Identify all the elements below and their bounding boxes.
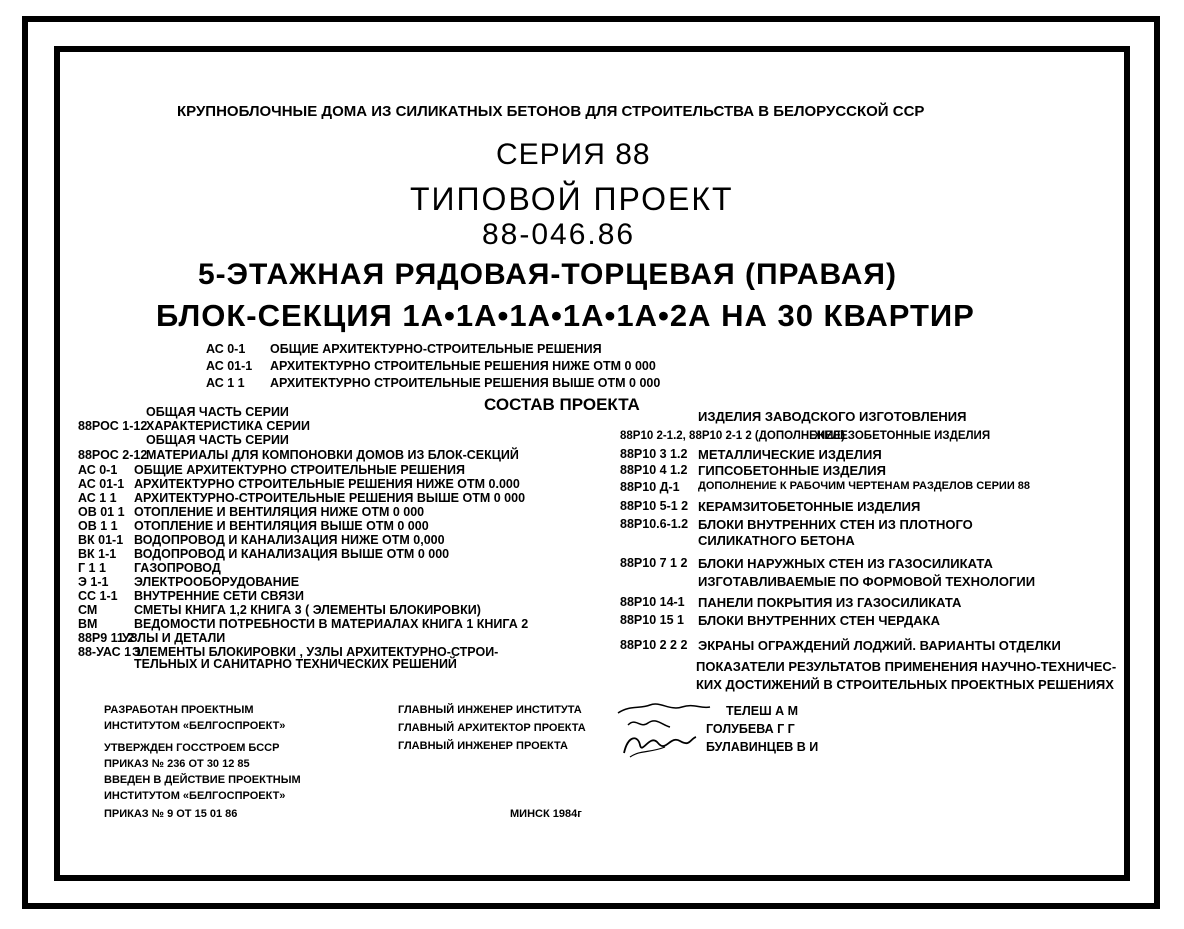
- composition-title: ЭЛЕМЕНТЫ БЛОКИРОВКИ , УЗЛЫ АРХИТЕКТУРНО-СТРОИ-: [132, 645, 499, 659]
- product-code: 88Р10 14-1: [620, 595, 685, 609]
- product-code: 88Р10 7 1 2: [620, 556, 688, 570]
- composition-code: АС 0-1: [78, 463, 118, 477]
- product-title: ЭКРАНЫ ОГРАЖДЕНИЙ ЛОДЖИЙ. ВАРИАНТЫ ОТДЕЛКИ: [698, 638, 1061, 653]
- approval-order: ПРИКАЗ № 236 ОТ 30 12 85: [104, 758, 250, 770]
- product-title: БЛОКИ ВНУТРЕННИХ СТЕН ЧЕРДАКА: [698, 613, 940, 628]
- composition-title: ЭЛЕКТРООБОРУДОВАНИЕ: [134, 575, 300, 589]
- product-code: 88Р10.6-1.2: [620, 517, 689, 531]
- signatures: [610, 695, 720, 765]
- name-telesh: ТЕЛЕШ А М: [726, 704, 799, 718]
- composition-code: Г 1 1: [78, 561, 106, 575]
- product-code: 88Р10 Д-1: [620, 480, 680, 494]
- name-bulavintsev: БУЛАВИНЦЕВ В И: [706, 740, 819, 754]
- composition-code: ОВ 01 1: [78, 505, 125, 519]
- series-title: СЕРИЯ 88: [496, 138, 651, 171]
- volume-code: АС 01-1: [206, 359, 253, 373]
- introduced-by-2: ИНСТИТУТОМ «БЕЛГОСПРОЕКТ»: [104, 790, 286, 802]
- role-chief-engineer-project: ГЛАВНЫЙ ИНЖЕНЕР ПРОЕКТА: [398, 740, 568, 752]
- building-title: 5-ЭТАЖНАЯ РЯДОВАЯ-ТОРЦЕВАЯ (ПРАВАЯ): [198, 258, 897, 291]
- composition-code: 88РОС 2-12: [78, 448, 148, 462]
- product-title: ДОПОЛНЕНИЕ К РАБОЧИМ ЧЕРТЕНАМ РАЗДЕЛОВ СЕРИИ 88: [698, 480, 1031, 492]
- product-title: КЕРАМЗИТОБЕТОННЫЕ ИЗДЕЛИЯ: [698, 499, 921, 514]
- product-title: ЖЕЛЕЗОБЕТОННЫЕ ИЗДЕЛИЯ: [814, 430, 991, 442]
- composition-title: ВОДОПРОВОД И КАНАЛИЗАЦИЯ ВЫШЕ ОТМ 0 000: [134, 547, 450, 561]
- volume-title: АРХИТЕКТУРНО СТРОИТЕЛЬНЫЕ РЕШЕНИЯ НИЖЕ ОТМ 0 000: [270, 359, 656, 373]
- composition-title: АРХИТЕКТУРНО СТРОИТЕЛЬНЫЕ РЕШЕНИЯ НИЖЕ ОТМ 0.000: [134, 477, 520, 491]
- composition-code: 88-УАС 1 1: [78, 645, 142, 659]
- product-code: 88Р10 3 1.2: [620, 447, 688, 461]
- composition-code: СМ: [78, 603, 98, 617]
- product-code: 88Р10 2 2 2: [620, 638, 688, 652]
- developed-by-2: ИНСТИТУТОМ «БЕЛГОСПРОЕКТ»: [104, 720, 286, 732]
- composition-title: АРХИТЕКТУРНО-СТРОИТЕЛЬНЫЕ РЕШЕНИЯ ВЫШЕ ОТМ 0 000: [134, 491, 526, 505]
- introduced-by-1: ВВЕДЕН В ДЕЙСТВИЕ ПРОЕКТНЫМ: [104, 774, 301, 786]
- composition-code: АС 1 1: [78, 491, 117, 505]
- product-title: ПОКАЗАТЕЛИ РЕЗУЛЬТАТОВ ПРИМЕНЕНИЯ НАУЧНО-ТЕХНИЧЕС-: [696, 659, 1117, 674]
- volume-title: ОБЩИЕ АРХИТЕКТУРНО-СТРОИТЕЛЬНЫЕ РЕШЕНИЯ: [270, 342, 602, 356]
- volume-title: АРХИТЕКТУРНО СТРОИТЕЛЬНЫЕ РЕШЕНИЯ ВЫШЕ ОТМ 0 000: [270, 376, 661, 390]
- product-title: ПАНЕЛИ ПОКРЫТИЯ ИЗ ГАЗОСИЛИКАТА: [698, 595, 962, 610]
- composition-code: ОВ 1 1: [78, 519, 118, 533]
- approved-by: УТВЕРЖДЕН ГОССТРОЕМ БССР: [104, 742, 280, 754]
- composition-title: МАТЕРИАЛЫ ДЛЯ КОМПОНОВКИ ДОМОВ ИЗ БЛОК-СЕКЦИЙ: [146, 448, 519, 462]
- composition-code: Э 1-1: [78, 575, 109, 589]
- composition-code: 88Р9 11 2: [78, 631, 135, 645]
- composition-title: ВЕДОМОСТИ ПОТРЕБНОСТИ В МАТЕРИАЛАХ КНИГА 1 КНИГА 2: [134, 617, 529, 631]
- project-type: ТИПОВОЙ ПРОЕКТ: [410, 181, 734, 217]
- composition-title: ОБЩИЕ АРХИТЕКТУРНО СТРОИТЕЛЬНЫЕ РЕШЕНИЯ: [134, 463, 465, 477]
- introduction-order: ПРИКАЗ № 9 ОТ 15 01 86: [104, 808, 238, 820]
- product-code: 88Р10 5-1 2: [620, 499, 689, 513]
- composition-code: АС 01-1: [78, 477, 125, 491]
- composition-code: СС 1-1: [78, 589, 118, 603]
- composition-title: ВОДОПРОВОД И КАНАЛИЗАЦИЯ НИЖЕ ОТМ 0,000: [134, 533, 445, 547]
- product-code: 88Р10 15 1: [620, 613, 684, 627]
- product-title: МЕТАЛЛИЧЕСКИЕ ИЗДЕЛИЯ: [698, 447, 882, 462]
- composition-title: ХАРАКТЕРИСТИКА СЕРИИ: [146, 419, 311, 433]
- composition-title: УЗЛЫ И ДЕТАЛИ: [122, 631, 226, 645]
- role-chief-engineer-institute: ГЛАВНЫЙ ИНЖЕНЕР ИНСТИТУТА: [398, 704, 582, 716]
- composition-title: ГАЗОПРОВОД: [134, 561, 221, 575]
- document-header: КРУПНОБЛОЧНЫЕ ДОМА ИЗ СИЛИКАТНЫХ БЕТОНОВ ДЛЯ СТРОИТЕЛЬСТВА В БЕЛОРУССКОЙ ССР: [177, 103, 925, 120]
- product-title: ГИПСОБЕТОННЫЕ ИЗДЕЛИЯ: [698, 463, 886, 478]
- section-title: БЛОК-СЕКЦИЯ 1А•1А•1А•1А•1А•2А НА 30 КВАРТИР: [156, 298, 975, 333]
- composition-title: СМЕТЫ КНИГА 1,2 КНИГА 3 ( ЭЛЕМЕНТЫ БЛОКИРОВКИ): [134, 603, 481, 617]
- volume-code: АС 1 1: [206, 376, 245, 390]
- composition-code: 88РОС 1-12: [78, 419, 148, 433]
- product-title: БЛОКИ НАРУЖНЫХ СТЕН ИЗ ГАЗОСИЛИКАТА: [698, 556, 993, 571]
- composition-title: СОСТАВ ПРОЕКТА: [484, 395, 640, 414]
- composition-code: ВМ: [78, 617, 98, 631]
- product-title: КИХ ДОСТИЖЕНИЙ В СТРОИТЕЛЬНЫХ ПРОЕКТНЫХ РЕШЕНИЯХ: [696, 677, 1114, 692]
- city-year: МИНСК 1984г: [510, 808, 582, 820]
- name-golubeva: ГОЛУБЕВА Г Г: [706, 722, 795, 736]
- composition-code: ВК 1-1: [78, 547, 117, 561]
- product-title: БЛОКИ ВНУТРЕННИХ СТЕН ИЗ ПЛОТНОГО: [698, 517, 973, 532]
- composition-title: ОТОПЛЕНИЕ И ВЕНТИЛЯЦИЯ НИЖЕ ОТМ 0 000: [134, 505, 425, 519]
- composition-title: ОТОПЛЕНИЕ И ВЕНТИЛЯЦИЯ ВЫШЕ ОТМ 0 000: [134, 519, 429, 533]
- composition-code: ВК 01-1: [78, 533, 124, 547]
- volume-code: АС 0-1: [206, 342, 246, 356]
- factory-products-title: ИЗДЕЛИЯ ЗАВОДСКОГО ИЗГОТОВЛЕНИЯ: [698, 409, 967, 424]
- composition-title: ВНУТРЕННИЕ СЕТИ СВЯЗИ: [134, 589, 304, 603]
- product-code: 88Р10 4 1.2: [620, 463, 688, 477]
- general-part-label: ОБЩАЯ ЧАСТЬ СЕРИИ: [146, 405, 289, 419]
- product-title: СИЛИКАТНОГО БЕТОНА: [698, 533, 855, 548]
- developed-by-1: РАЗРАБОТАН ПРОЕКТНЫМ: [104, 704, 254, 716]
- general-part-label-2: ОБЩАЯ ЧАСТЬ СЕРИИ: [146, 433, 289, 447]
- product-code: 88Р10 2-1.2, 88Р10 2-1 2 (ДОПОЛНЕНИЕ): [620, 430, 845, 442]
- role-chief-architect: ГЛАВНЫЙ АРХИТЕКТОР ПРОЕКТА: [398, 722, 586, 734]
- product-title: ИЗГОТАВЛИВАЕМЫЕ ПО ФОРМОВОЙ ТЕХНОЛОГИИ: [698, 574, 1036, 589]
- left-last-continuation: ТЕЛЬНЫХ И САНИТАРНО ТЕХНИЧЕСКИХ РЕШЕНИЙ: [134, 657, 457, 671]
- project-number: 88-046.86: [482, 218, 636, 251]
